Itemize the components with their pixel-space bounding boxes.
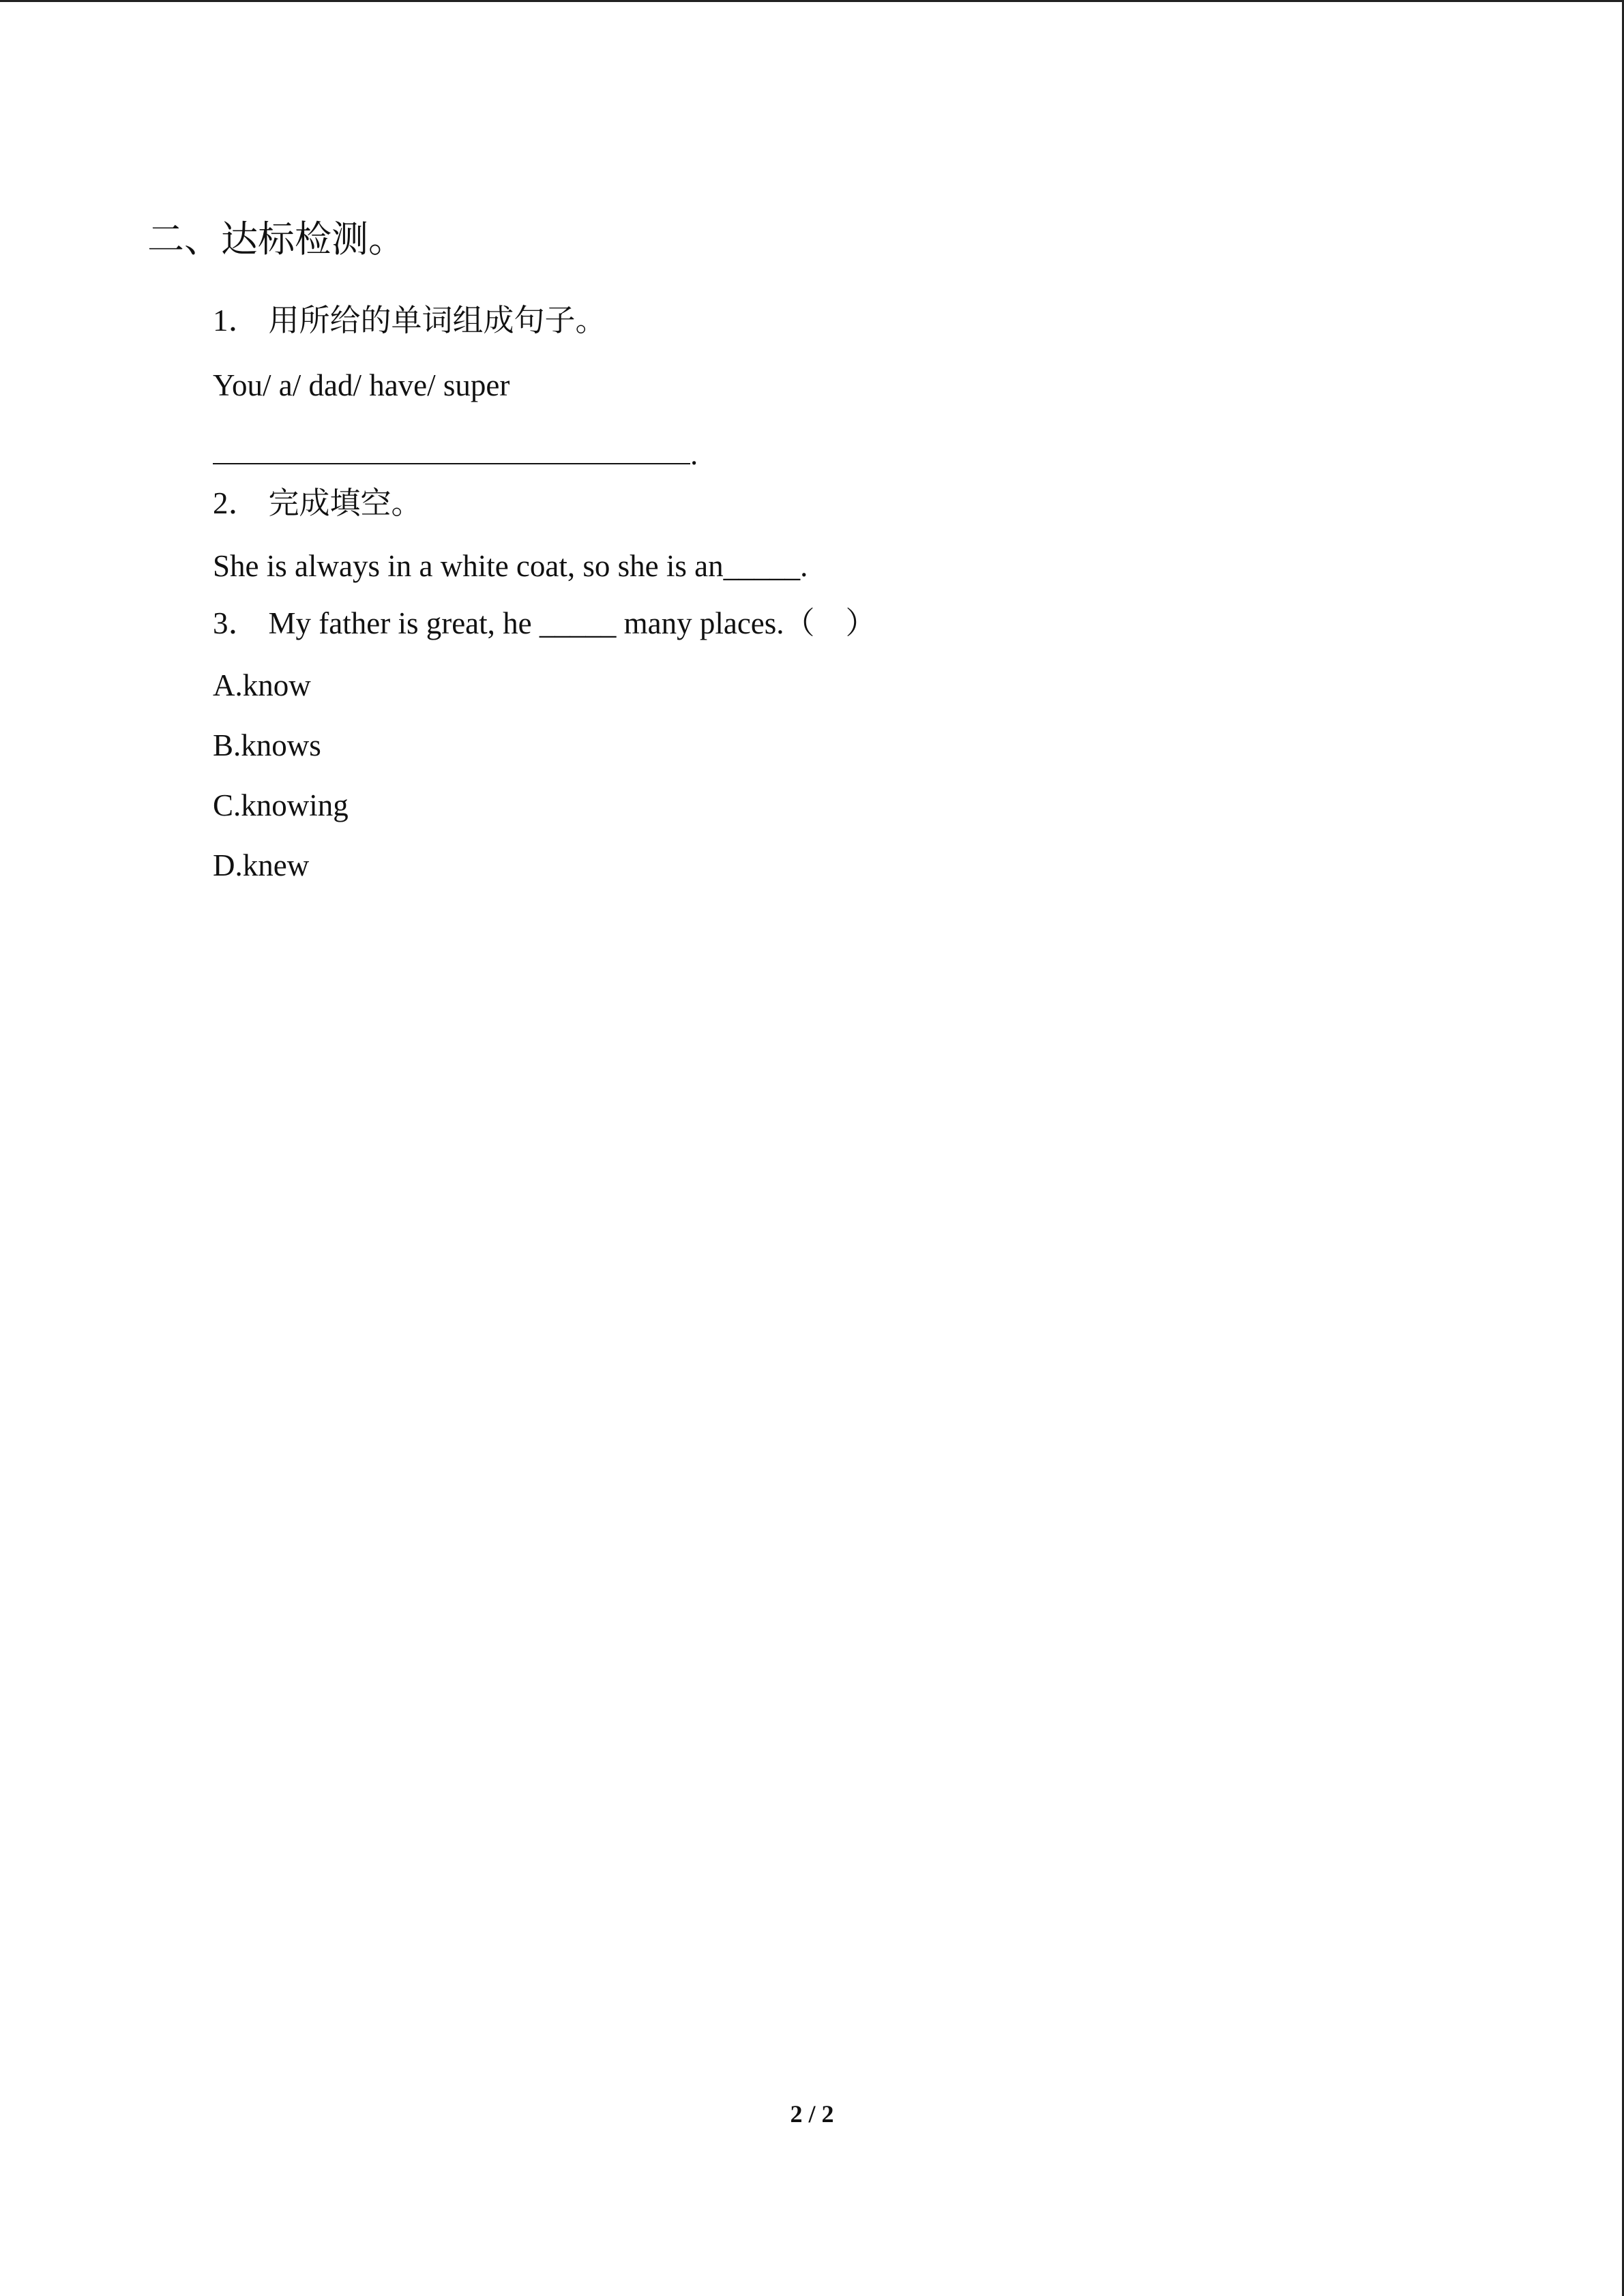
question-2-number: 2． xyxy=(213,486,259,520)
question-1-answer-blank[interactable] xyxy=(213,436,690,464)
question-3-answer-parentheses[interactable]: （ ） xyxy=(784,606,876,640)
page-number: 2 / 2 xyxy=(790,2100,834,2128)
question-3-stem-line xyxy=(213,603,876,644)
question-1-blank-period: . xyxy=(690,437,698,471)
question-3-option-c: C.knowing xyxy=(213,788,349,822)
question-2-instruction: 完成填空。 xyxy=(268,486,422,520)
question-1-number: 1． xyxy=(213,303,259,338)
question-1-answer-line xyxy=(213,434,698,475)
question-2-sentence: She is always in a white coat, so she is an_____. xyxy=(213,549,808,583)
question-1-instruction: 用所给的单词组成句子。 xyxy=(268,303,606,338)
section-heading: 二、达标检测。 xyxy=(147,219,405,260)
question-1-words: You/ a/ dad/ have/ super xyxy=(213,368,510,402)
question-3-option-b: B.knows xyxy=(213,728,321,762)
question-3-option-a: A.know xyxy=(213,668,311,702)
question-3-option-d: D.knew xyxy=(213,848,310,882)
question-3-number: 3． xyxy=(213,606,259,640)
question-1-instruction-line xyxy=(213,300,606,341)
question-3-stem: My father is great, he _____ many places. xyxy=(268,606,784,640)
question-2-instruction-line xyxy=(213,483,422,524)
